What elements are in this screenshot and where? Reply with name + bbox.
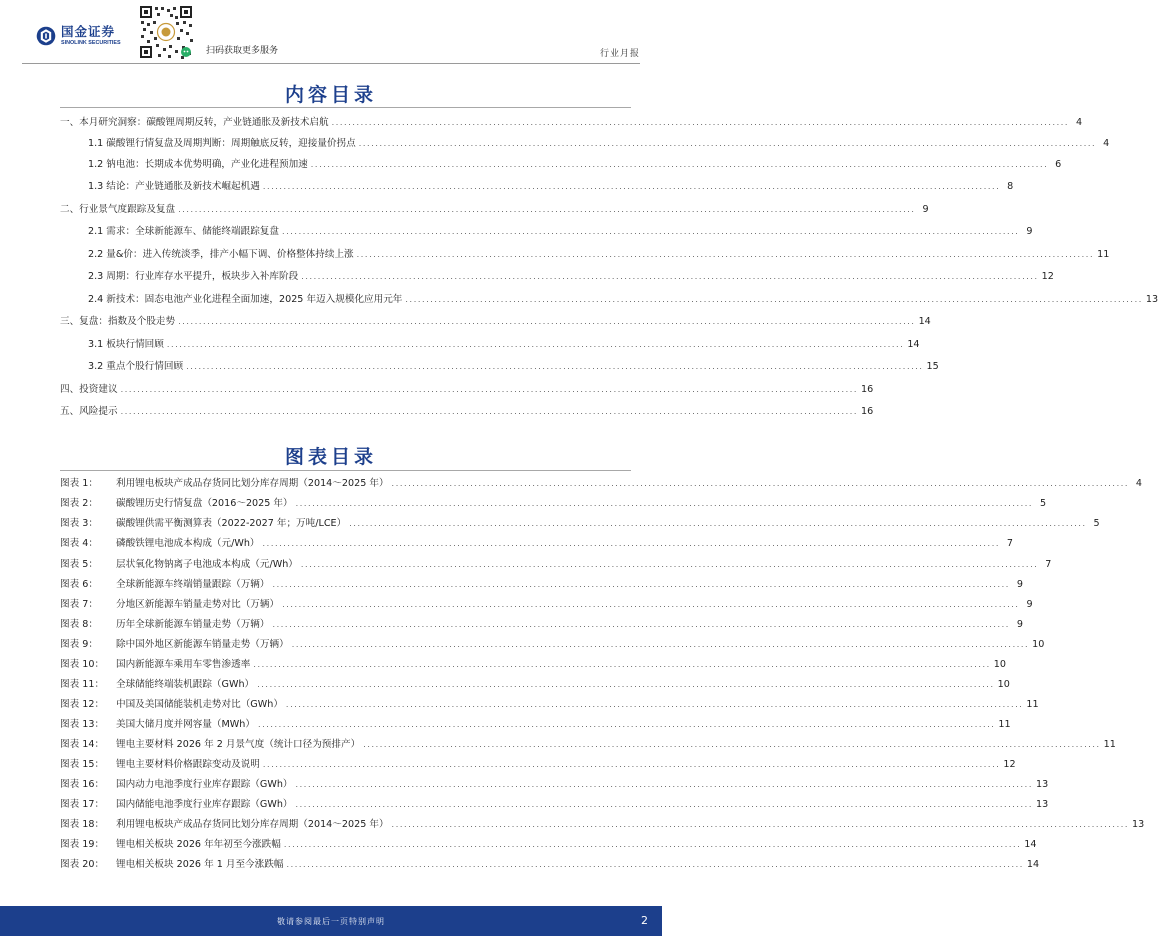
toc-leader-dots: .................................................................................................................................................................................. [391, 479, 1129, 488]
toc-entry-page: 15 [926, 361, 939, 372]
figure-entry[interactable] [60, 838, 1037, 852]
figure-page: 9 [1026, 599, 1033, 610]
figure-label: 图表 4： [60, 538, 98, 549]
figure-page: 5 [1093, 518, 1100, 529]
figure-entry[interactable] [60, 678, 1010, 692]
figure-entry[interactable] [60, 858, 1040, 872]
toc-entry-title: 1.3 结论：产业链通胀及新技术崛起机遇 [88, 181, 260, 192]
toc-entry[interactable] [88, 360, 939, 374]
toc-leader-dots: .................................................................................................................................................................................. [283, 840, 1022, 849]
toc-entry[interactable] [60, 405, 874, 419]
toc-entry-page: 9 [1026, 226, 1033, 237]
figure-title: 碳酸锂历史行情复盘（2016～2025 年） [116, 498, 293, 509]
toc-entry-page: 8 [1007, 181, 1014, 192]
toc-entry[interactable] [60, 116, 1083, 130]
figure-entry[interactable] [60, 578, 1023, 592]
figure-label: 图表 16： [60, 779, 105, 790]
toc-leader-dots: .................................................................................................................................................................................. [253, 660, 991, 669]
toc-entry-page: 16 [861, 384, 874, 395]
figure-entry[interactable] [60, 598, 1033, 612]
toc-entry-title: 三、复盘：指数及个股走势 [60, 316, 176, 327]
sinolink-logo-icon [36, 26, 56, 46]
figure-title: 碳酸锂供需平衡测算表（2022-2027 年；万吨/LCE） [116, 518, 347, 529]
toc-leader-dots: .................................................................................................................................................................................. [286, 860, 1024, 869]
header-divider [22, 63, 640, 64]
figure-page: 14 [1026, 859, 1040, 870]
toc-entry-title: 3.2 重点个股行情回顾 [88, 361, 184, 372]
figure-entry[interactable] [60, 517, 1100, 531]
toc-leader-dots: .................................................................................................................................................................................. [405, 295, 1143, 304]
figure-label: 图表 3： [60, 518, 98, 529]
figure-label: 图表 12： [60, 699, 105, 710]
toc-entry[interactable] [88, 338, 920, 352]
figure-entry[interactable] [60, 698, 1039, 712]
figure-page: 13 [1035, 779, 1049, 790]
figure-title: 中国及美国储能装机走势对比（GWh） [116, 699, 283, 710]
report-type-label: 行业月报 [599, 49, 640, 59]
toc-leader-dots: .................................................................................................................................................................................. [363, 740, 1101, 749]
toc-entry[interactable] [60, 315, 931, 329]
figure-label: 图表 5： [60, 559, 98, 570]
toc-entry-title: 2.1 需求：全球新能源车、储能终端跟踪复盘 [88, 226, 279, 237]
toc-leader-dots: .................................................................................................................................................................................. [358, 139, 1097, 148]
figure-title: 国内新能源车乘用车零售渗透率 [116, 659, 251, 670]
figure-title: 美国大储月度并网容量（MWh） [116, 719, 255, 730]
figure-label: 图表 18： [60, 819, 105, 830]
company-logo [36, 26, 121, 46]
toc-entry[interactable] [88, 225, 1033, 239]
figure-title: 历年全球新能源车销量走势（万辆） [116, 619, 270, 630]
figure-page: 9 [1016, 579, 1023, 590]
toc-entry[interactable] [88, 293, 1158, 307]
figure-entry[interactable] [60, 738, 1116, 752]
toc-entry-page: 4 [1075, 117, 1083, 128]
toc-leader-dots: .................................................................................................................................................................................. [186, 362, 924, 371]
figure-page: 10 [993, 659, 1006, 670]
figure-title: 国内储能电池季度行业库存跟踪（GWh） [116, 799, 293, 810]
figure-label: 图表 10： [60, 659, 105, 670]
toc-entry-page: 11 [1097, 249, 1110, 260]
toc-leader-dots: .................................................................................................................................................................................. [295, 499, 1034, 508]
toc-leader-dots: .................................................................................................................................................................................. [262, 760, 1001, 769]
figure-label: 图表 6： [60, 579, 98, 590]
toc-leader-dots: .................................................................................................................................................................................. [285, 700, 1024, 709]
toc-leader-dots: .................................................................................................................................................................................. [391, 820, 1129, 829]
toc-entry-page: 6 [1055, 159, 1062, 170]
qr-code[interactable] [138, 4, 194, 60]
toc-leader-dots: .................................................................................................................................................................................. [300, 560, 1039, 569]
figure-label: 图表 11： [60, 679, 105, 690]
figure-label: 图表 20： [60, 859, 105, 870]
figure-entry[interactable] [60, 798, 1049, 812]
toc-leader-dots: .................................................................................................................................................................................. [178, 205, 916, 214]
figure-label: 图表 1： [60, 478, 98, 489]
disclaimer-note: 敬请参阅最后一页特别声明 [277, 917, 385, 926]
figure-page: 13 [1035, 799, 1049, 810]
toc-leader-dots: .................................................................................................................................................................................. [262, 182, 1001, 191]
figure-label: 图表 19： [60, 839, 105, 850]
toc-entry-title: 3.1 板块行情回顾 [88, 339, 164, 350]
toc-entry-title: 二、行业景气度跟踪及复盘 [60, 204, 176, 215]
toc-leader-dots: .................................................................................................................................................................................. [295, 800, 1033, 809]
figure-page: 14 [1024, 839, 1037, 850]
figure-entry[interactable] [60, 537, 1013, 551]
figure-label: 图表 8： [60, 619, 98, 630]
toc-entry-page: 9 [922, 204, 929, 215]
toc-entry-title: 一、本月研究洞察：碳酸锂周期反转，产业链通胀及新技术启航 [60, 117, 329, 128]
contents-title: 内容目录 [284, 84, 377, 106]
toc-entry-title: 2.2 量&价：进入传统淡季，排产小幅下调、价格整体持续上涨 [88, 249, 354, 260]
toc-entry-page: 13 [1145, 294, 1158, 305]
toc-leader-dots: .................................................................................................................................................................................. [178, 317, 916, 326]
toc-leader-dots: .................................................................................................................................................................................. [295, 780, 1033, 789]
figure-page: 10 [997, 679, 1010, 690]
figure-title: 利用锂电板块产成品存货同比划分库存周期（2014～2025 年） [116, 478, 389, 489]
toc-leader-dots: .................................................................................................................................................................................. [262, 539, 1000, 548]
toc-leader-dots: .................................................................................................................................................................................. [272, 620, 1010, 629]
toc-leader-dots: .................................................................................................................................................................................. [120, 407, 859, 416]
toc-leader-dots: .................................................................................................................................................................................. [356, 250, 1095, 259]
figure-title: 锂电主要材料 2026 年 2 月景气度（统计口径为预排产） [116, 739, 361, 750]
toc-entry-page: 4 [1103, 138, 1110, 149]
toc-entry-title: 五、风险提示 [60, 406, 118, 417]
figure-page: 11 [1103, 739, 1116, 750]
figure-title: 锂电相关板块 2026 年 1 月至今涨跌幅 [116, 859, 284, 870]
toc-leader-dots: .................................................................................................................................................................................. [291, 640, 1030, 649]
toc-entry[interactable] [88, 180, 1014, 194]
figure-entry[interactable] [60, 558, 1052, 572]
figure-label: 图表 2： [60, 498, 98, 509]
toc-leader-dots: .................................................................................................................................................................................. [349, 519, 1087, 528]
toc-leader-dots: .................................................................................................................................................................................. [257, 680, 995, 689]
figure-page: 7 [1006, 538, 1013, 549]
toc-leader-dots: .................................................................................................................................................................................. [301, 272, 1039, 281]
page-header [0, 0, 662, 64]
toc-leader-dots: .................................................................................................................................................................................. [282, 600, 1020, 609]
figure-entry[interactable] [60, 718, 1011, 732]
toc-entry[interactable] [60, 203, 929, 217]
logo-chinese-name: 国金证券 [61, 24, 116, 40]
toc-entry-title: 1.1 碳酸锂行情复盘及周期判断：周期触底反转，迎接量价拐点 [88, 138, 356, 149]
contents-title-divider [60, 107, 631, 108]
toc-leader-dots: .................................................................................................................................................................................. [310, 160, 1049, 169]
figure-label: 图表 14： [60, 739, 105, 750]
toc-entry-title: 四、投资建议 [60, 384, 118, 395]
figure-entry[interactable] [60, 818, 1145, 832]
toc-entry-page: 12 [1041, 271, 1054, 282]
toc-entry-page: 16 [861, 406, 874, 417]
figure-page: 12 [1003, 759, 1016, 770]
toc-entry-title: 2.4 新技术：固态电池产业化进程全面加速，2025 年迈入规模化应用元年 [88, 294, 403, 305]
figure-title: 锂电相关板块 2026 年年初至今涨跌幅 [116, 839, 281, 850]
toc-entry-title: 2.3 周期：行业库存水平提升，板块步入补库阶段 [88, 271, 299, 282]
toc-leader-dots: .................................................................................................................................................................................. [331, 118, 1070, 127]
figures-title: 图表目录 [284, 446, 377, 468]
figure-page: 9 [1016, 619, 1023, 630]
figure-entry[interactable] [60, 638, 1045, 652]
toc-leader-dots: .................................................................................................................................................................................. [166, 340, 905, 349]
toc-leader-dots: .................................................................................................................................................................................. [120, 385, 859, 394]
page-footer [0, 906, 662, 936]
figure-label: 图表 7： [60, 599, 98, 610]
figure-title: 锂电主要材料价格跟踪变动及说明 [116, 759, 260, 770]
figure-entry[interactable] [60, 658, 1006, 672]
figure-page: 5 [1039, 498, 1047, 509]
toc-entry-page: 14 [907, 339, 920, 350]
figure-title: 利用锂电板块产成品存货同比划分库存周期（2014～2025 年） [116, 819, 389, 830]
toc-leader-dots: .................................................................................................................................................................................. [272, 580, 1010, 589]
figure-page: 11 [1026, 699, 1039, 710]
figure-label: 图表 15： [60, 759, 105, 770]
scan-for-service-text: 扫码获取更多服务 [206, 46, 279, 56]
figure-title: 层状氧化物钠离子电池成本构成（元/Wh） [116, 559, 298, 570]
figure-title: 除中国外地区新能源车销量走势（万辆） [116, 639, 289, 650]
figure-page: 4 [1135, 478, 1142, 489]
figure-entry[interactable] [60, 618, 1023, 632]
figure-page: 7 [1045, 559, 1052, 570]
figure-label: 图表 17： [60, 799, 105, 810]
figure-page: 10 [1032, 639, 1045, 650]
toc-entry[interactable] [88, 158, 1062, 172]
toc-entry[interactable] [88, 270, 1054, 284]
figure-page: 11 [998, 719, 1011, 730]
figure-entry[interactable] [60, 758, 1016, 772]
figures-title-divider [60, 470, 631, 471]
figure-title: 国内动力电池季度行业库存跟踪（GWh） [116, 779, 293, 790]
logo-english-name: SINOLINK SECURITIES [61, 39, 121, 46]
toc-leader-dots: .................................................................................................................................................................................. [282, 227, 1020, 236]
figure-title: 分地区新能源车销量走势对比（万辆） [116, 599, 280, 610]
toc-leader-dots: .................................................................................................................................................................................. [257, 720, 996, 729]
figure-entry[interactable] [60, 477, 1142, 491]
figure-title: 全球新能源车终端销量跟踪（万辆） [116, 579, 270, 590]
figure-label: 图表 13： [60, 719, 105, 730]
figure-title: 磷酸铁锂电池成本构成（元/Wh） [116, 538, 260, 549]
toc-entry[interactable] [88, 137, 1110, 151]
page-number: 2 [641, 914, 648, 927]
figure-entry[interactable] [60, 497, 1047, 511]
figure-entry[interactable] [60, 778, 1049, 792]
figure-page: 13 [1132, 819, 1145, 830]
figure-title: 全球储能终端装机跟踪（GWh） [116, 679, 255, 690]
figure-label: 图表 9： [60, 639, 98, 650]
toc-entry-title: 1.2 钠电池：长期成本优势明确，产业化进程预加速 [88, 159, 308, 170]
toc-entry[interactable] [88, 248, 1110, 262]
toc-entry[interactable] [60, 383, 874, 397]
toc-entry-page: 14 [918, 316, 931, 327]
